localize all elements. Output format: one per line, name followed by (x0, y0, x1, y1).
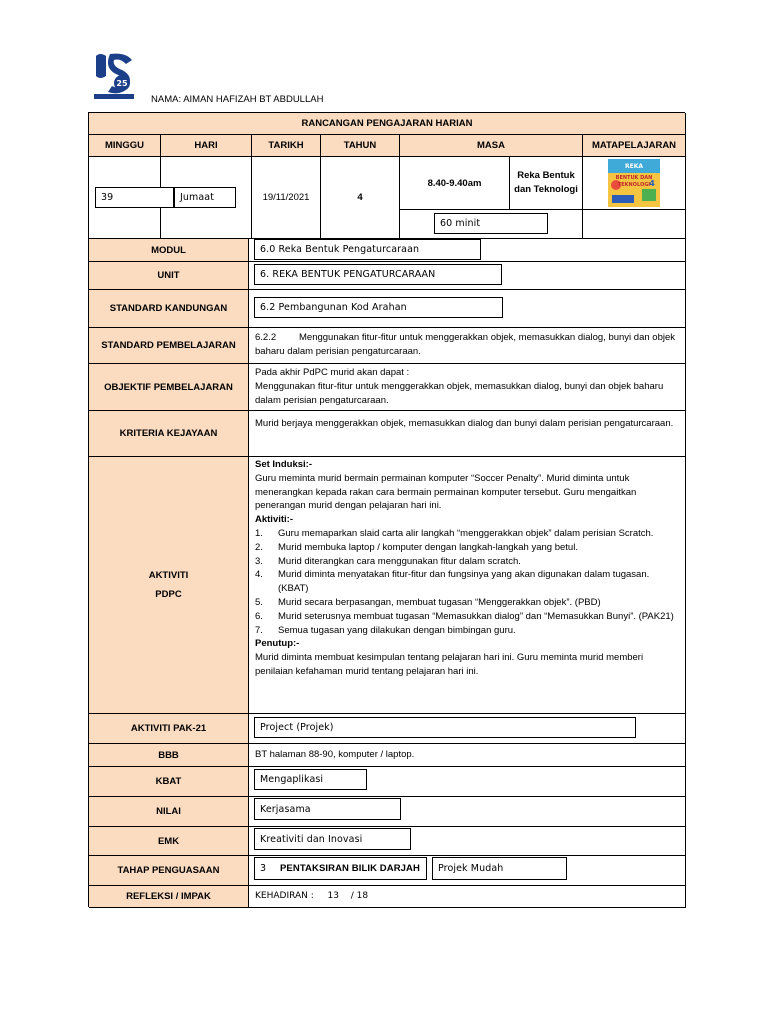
col-matapelajaran: MATAPELAJARAN (583, 135, 686, 157)
cell-bbb (249, 744, 686, 767)
book-title-2: BENTUK DAN (615, 175, 653, 181)
step-text: Semua tugasan yang dilakukan dengan bimbingan guru. (278, 624, 516, 636)
step-number: 7. (255, 624, 263, 636)
cell-refleksi (249, 886, 686, 908)
step-text: Murid secara berpasangan, membuat tugasan “Menggerakkan objek”. (PBD) (278, 596, 601, 608)
penutup-text: Murid diminta membuat kesimpulan tentang pelajaran hari ini. Guru meminta murid memberi penilaian kefahaman murid tentang pelajaran hari ini. (255, 652, 644, 677)
label-bbb: BBB (89, 744, 249, 767)
step-text: Murid seterusnya membuat tugasan “Memasukkan dialog” dan “Memasukkan Bunyi”. (PAK21) (278, 610, 674, 622)
lesson-plan-table (88, 112, 685, 907)
col-hari: HARI (161, 135, 252, 157)
book-title-1: REKA (624, 163, 644, 170)
masa-value: 8.40-9.40am (427, 177, 482, 189)
label-pak21: AKTIVITI PAK-21 (89, 714, 249, 744)
col-tahun: TAHUN (321, 135, 400, 157)
tahun-value: 4 (357, 192, 363, 203)
bbb-value: BT halaman 88-90, komputer / laptop. (255, 749, 415, 760)
sp-code: 6.2.2 (255, 332, 277, 343)
label-emk: EMK (89, 827, 249, 856)
pbd-field: Projek Mudah (432, 857, 567, 880)
cell-aktiviti (249, 457, 686, 714)
book-grade: 4 (649, 179, 655, 188)
school-logo (90, 50, 138, 102)
col-masa: MASA (400, 135, 583, 157)
penutup-title: Penutup:- (255, 638, 300, 650)
step-number: 1. (255, 527, 263, 539)
label-unit: UNIT (89, 262, 249, 290)
aktiviti-label-1: AKTIVITI (148, 570, 189, 581)
label-nilai: NILAI (89, 797, 249, 827)
col-tarikh: TARIKH (252, 135, 321, 157)
cell-objektif (249, 364, 686, 411)
label-modul: MODUL (89, 239, 249, 262)
aktiviti-step (255, 541, 679, 555)
step-number: 3. (255, 555, 263, 567)
induksi-text: Guru meminta murid bermain permainan komputer “Soccer Penalty”. Murid diminta untuk menerangkan kepada rakan cara bermain permainan komputer tersebut. Guru mengaitkan penerangan murid dengan pelajaran hari ini. (255, 472, 637, 512)
unit-field: 6. REKA BENTUK PENGATURCARAAN (254, 264, 502, 285)
book-cover-image (608, 159, 660, 207)
modul-field: 6.0 Reka Bentuk Pengaturcaraan (254, 239, 481, 260)
kbat-field: Mengaplikasi (254, 769, 367, 790)
cell-standard-pembelajaran (249, 328, 686, 364)
tarikh-value: 19/11/2021 (262, 192, 310, 203)
sp-text: Menggunakan fitur-fitur untuk menggerakkan objek, memasukkan dialog, bunyi dan objek baharu dalam perisian pengaturcaraan. (255, 332, 676, 357)
logo-text: 25 (116, 79, 128, 88)
objektif-line1: Pada akhir PdPC murid akan dapat : (255, 367, 410, 378)
label-aktiviti (89, 457, 249, 714)
tahap-field (254, 857, 427, 880)
hari-field: Jumaat (174, 187, 236, 208)
minggu-field: 39 (95, 187, 174, 208)
label-objektif: OBJEKTIF PEMBELAJARAN (89, 364, 249, 411)
kehadiran-label: KEHADIRAN : (255, 891, 314, 901)
col-minggu: MINGGU (89, 135, 161, 157)
cell-kriteria (249, 411, 686, 457)
step-text: Guru memaparkan slaid carta alir langkah “menggerakkan objek” dalam perisian Scratch. (278, 527, 654, 539)
label-refleksi: REFLEKSI / IMPAK (89, 886, 249, 908)
kehadiran-jumlah: / 18 (350, 891, 369, 901)
durasi-field: 60 minit (434, 213, 548, 234)
sk-field: 6.2 Pembangunan Kod Arahan (254, 297, 503, 318)
step-number: 6. (255, 610, 263, 622)
subject-value: Reka Bentuk dan Teknologi (514, 170, 578, 195)
emk-field: Kreativiti dan Inovasi (254, 828, 411, 850)
aktiviti-steps (255, 527, 679, 637)
label-standard-kandungan: STANDARD KANDUNGAN (89, 290, 249, 328)
label-tahap: TAHAP PENGUASAAN (89, 856, 249, 886)
table-title (89, 113, 686, 135)
kriteria-text: Murid berjaya menggerakkan objek, memasukkan dialog dan bunyi dalam perisian pengaturcaraan. (255, 418, 674, 429)
nilai-field: Kerjasama (254, 798, 401, 820)
label-standard-pembelajaran: STANDARD PEMBELAJARAN (89, 328, 249, 364)
table-title-text: RANCANGAN PENGAJARAN HARIAN (301, 118, 473, 129)
label-kbat: KBAT (89, 767, 249, 797)
label-kriteria: KRITERIA KEJAYAAN (89, 411, 249, 457)
header-nama: NAMA: AIMAN HAFIZAH BT ABDULLAH (151, 94, 324, 105)
aktiviti-step (255, 624, 679, 638)
cell-book (583, 157, 686, 210)
step-number: 2. (255, 541, 263, 553)
cell-masa (400, 157, 510, 210)
cell-tarikh (252, 157, 321, 239)
pbd-label: PENTAKSIRAN BILIK DARJAH (280, 863, 420, 874)
aktiviti-step (255, 555, 679, 569)
aktiviti-step (255, 568, 679, 596)
step-number: 4. (255, 569, 263, 581)
aktiviti-step (255, 610, 679, 624)
pak21-field: Project (Projek) (254, 717, 636, 738)
step-text: Murid diminta menyatakan fitur-fitur dan fungsinya yang akan digunakan dalam tugasan. (KBAT) (278, 569, 650, 595)
objektif-line2: Menggunakan fitur-fitur untuk menggerakkan objek, memasukkan dialog, bunyi dan objek baharu dalam perisian pengaturcaraan. (255, 381, 664, 406)
cell-book-bottom (583, 210, 686, 239)
cell-tahun (321, 157, 400, 239)
induksi-title: Set Induksi:- (255, 459, 313, 470)
aktiviti-title: Aktiviti:- (255, 514, 293, 526)
kehadiran-hadir: 13 (327, 891, 339, 901)
aktiviti-step (255, 527, 679, 541)
aktiviti-step (255, 596, 679, 610)
cell-subject (510, 157, 583, 210)
tahap-value: 3 (260, 863, 267, 874)
step-text: Murid membuka laptop / komputer dengan langkah-langkah yang betul. (278, 541, 578, 553)
aktiviti-label-2: PDPC (155, 589, 182, 600)
book-title-3: TEKNOLOGI (617, 182, 651, 188)
step-number: 5. (255, 596, 263, 608)
step-text: Murid diterangkan cara menggunakan fitur dalam scratch. (278, 555, 521, 567)
